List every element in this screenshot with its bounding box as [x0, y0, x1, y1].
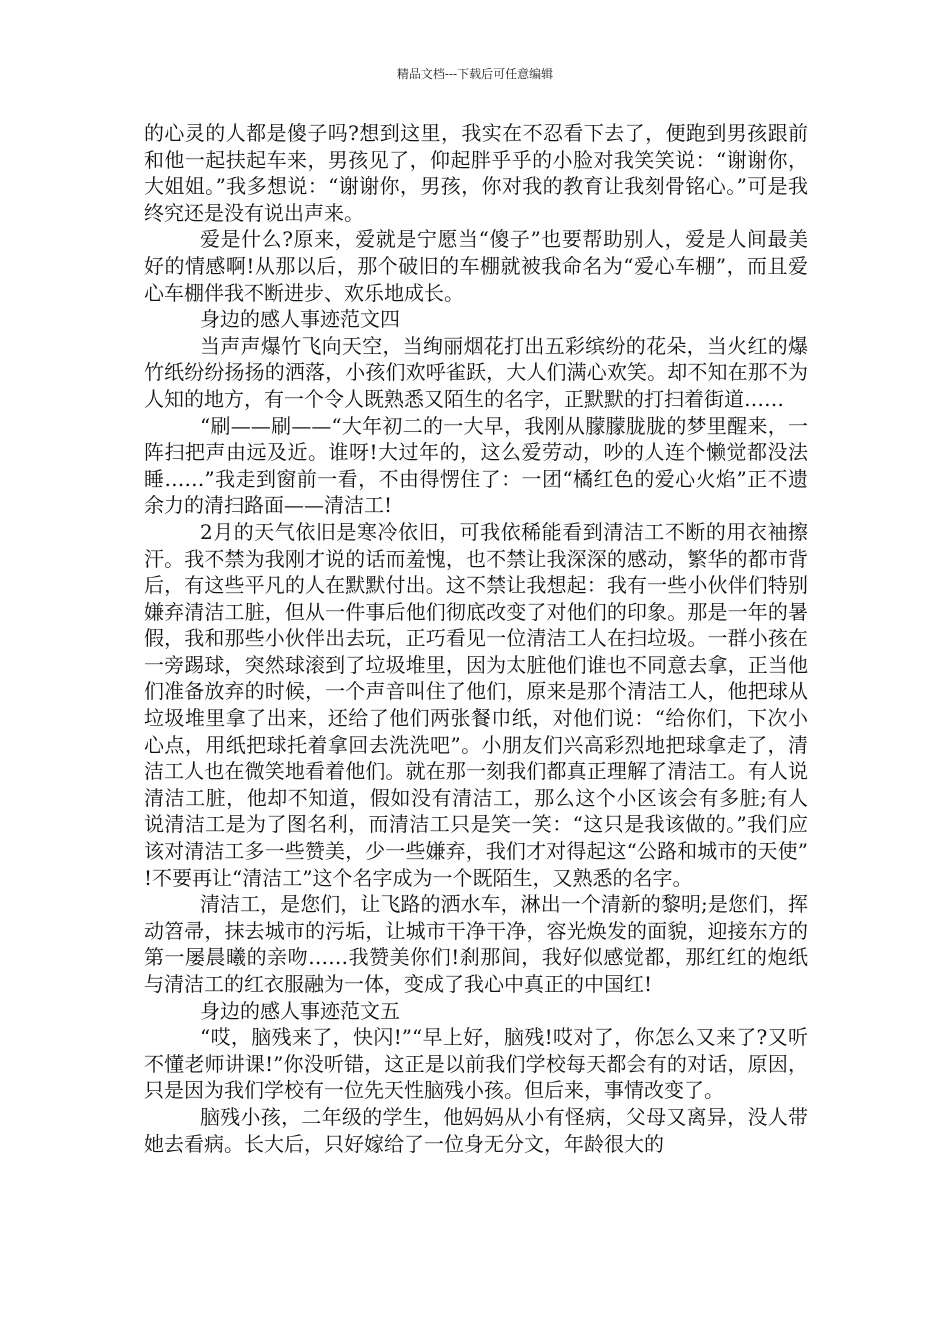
section-heading: 身边的感人事迹范文四 — [200, 307, 400, 332]
paragraph: “哎，脑残来了，快闪!”“早上好，脑残!哎对了，你怎么又来了?又听不懂老师讲课!”你没听错，这正是以前我们学校每天都会有的对话，原因，只是因为我们学校有一位先天性脑残小孩。但后来，事情改变了。 — [144, 1025, 808, 1103]
page-header: 精品文档---下载后可任意编辑 — [396, 67, 554, 81]
paragraph: 当声声爆竹飞向天空，当绚丽烟花打出五彩缤纷的花朵，当火红的爆竹纸纷纷扬扬的洒落，小孩们欢呼雀跃，大人们满心欢笑。却不知在那不为人知的地方，有一个令人既熟悉又陌生的名字，正默默的打扫着街道…… — [144, 333, 808, 411]
paragraph: “刷——刷——“大年初二的一大早，我刚从朦朦胧胧的梦里醒来，一阵扫把声由远及近。谁呀!大过年的，这么爱劳动，吵的人连个懒觉都没法睡……”我走到窗前一看，不由得愣住了：一团“橘红色的爱心火焰”正不遗余力的清扫路面——清洁工! — [144, 413, 808, 518]
section-heading: 身边的感人事迹范文五 — [200, 998, 400, 1023]
paragraph: 清洁工，是您们，让飞路的洒水车，淋出一个清新的黎明;是您们，挥动笤帚，抹去城市的污垢，让城市干净干净，容光焕发的面貌，迎接东方的第一屡晨曦的亲吻……我赞美你们!刹那间，我好似感觉都，那红红的炮纸与清洁工的红衣服融为一体，变成了我心中真正的中国红! — [144, 892, 808, 996]
paragraph: 脑残小孩，二年级的学生，他妈妈从小有怪病，父母又离异，没人带她去看病。长大后，只好嫁给了一位身无分文，年龄很大的 — [144, 1104, 808, 1156]
paragraph: 2月的天气依旧是寒冷依旧，可我依稀能看到清洁工不断的用衣袖擦汗。我不禁为我刚才说的话而羞愧，也不禁让我深深的感动，繁华的都市背后，有这些平凡的人在默默付出。这不禁让我想起：我有一些小伙伴们特别嫌弃清洁工脏，但从一件事后他们彻底改变了对他们的印象。那是一年的暑假，我和那些小伙伴出去玩，正巧看见一位清洁工人在扫垃圾。一群小孩在一旁踢球，突然球滚到了垃圾堆里，因为太脏他们谁也不同意去拿，正当他们准备放弃的时候，一个声音叫住了他们，原来是那个清洁工人，他把球从垃圾堆里拿了出来，还给了他们两张餐巾纸，对他们说：“给你们，下次小心点，用纸把球托着拿回去洗洗吧”。小朋友们兴高彩烈地把球拿走了，清洁工人也在微笑地看着他们。就在那一刻我们都真正理解了清洁工。有人说清洁工脏，他却不知道，假如没有清洁工，那么这个小区该会有多脏;有人说清洁工是为了图名利，而清洁工只是笑一笑：“这只是我该做的。”我们应该对清洁工多一些赞美，少一些嫌弃，我们才对得起这“公路和城市的天使”!不要再让“清洁工”这个名字成为一个既陌生，又熟悉的名字。 — [144, 519, 808, 890]
document-body — [144, 120, 808, 1157]
paragraph: 爱是什么?原来，爱就是宁愿当“傻子”也要帮助别人，爱是人间最美好的情感啊!从那以后，那个破旧的车棚就被我命名为“爱心车棚”，而且爱心车棚伴我不断进步、欢乐地成长。 — [144, 227, 808, 305]
paragraph-continuation: 的心灵的人都是傻子吗?想到这里，我实在不忍看下去了，便跑到男孩跟前和他一起扶起车来，男孩见了，仰起胖乎乎的小脸对我笑笑说：“谢谢你，大姐姐。”我多想说：“谢谢你，男孩，你对我的教育让我刻骨铭心。”可是我终究还是没有说出声来。 — [144, 121, 808, 225]
